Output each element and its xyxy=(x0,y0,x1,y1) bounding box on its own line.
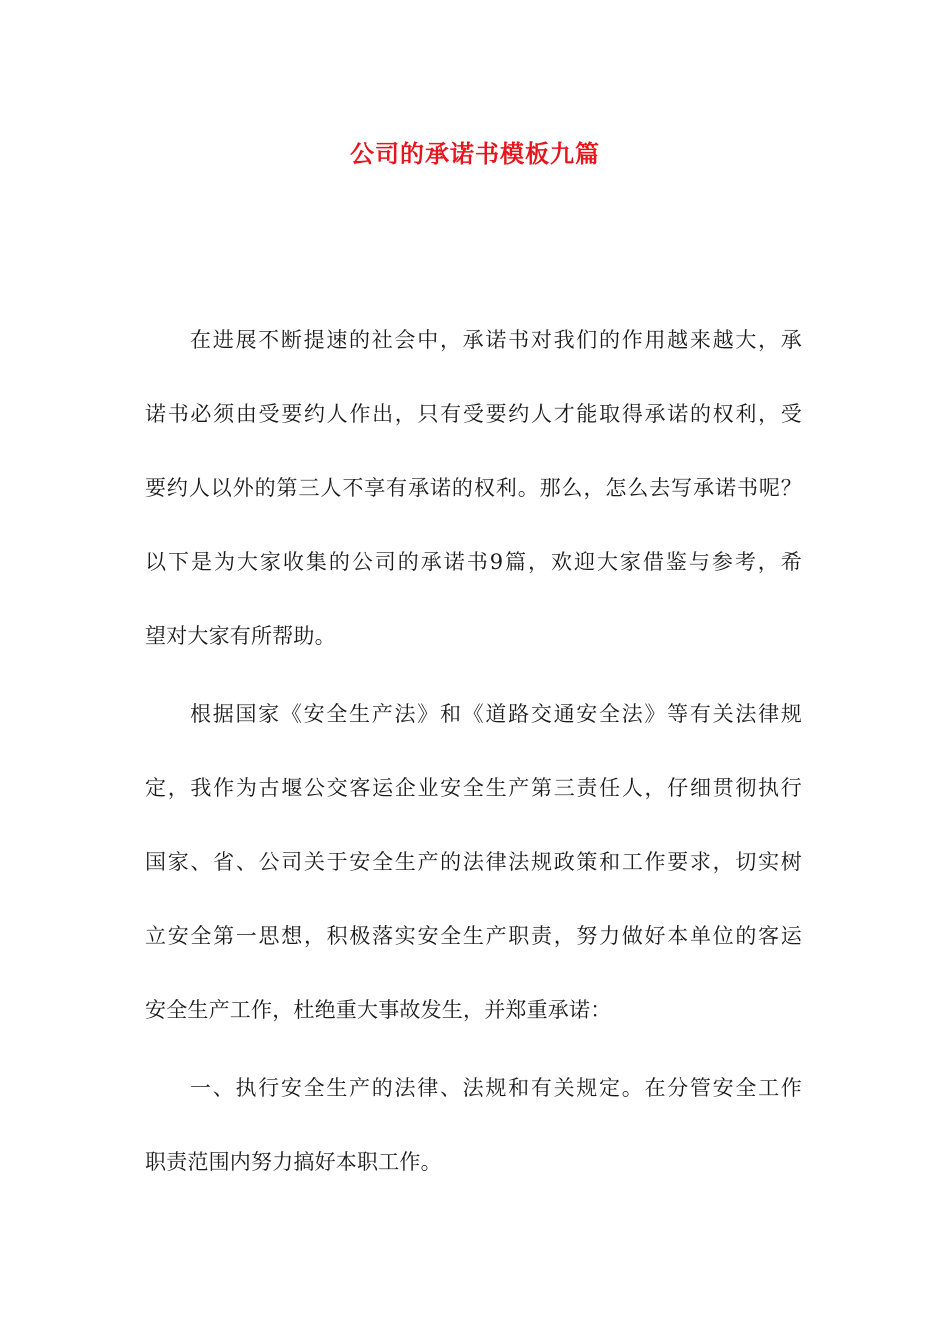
paragraph-2-line-5: 安全生产工作，杜绝重大事故发生，并郑重承诺： xyxy=(145,998,612,1022)
paragraph-2-line-3: 国家、省、公司关于安全生产的法律法规政策和工作要求，切实树 xyxy=(145,850,802,874)
paragraph-1-line-4: 以下是为大家收集的公司的承诺书9篇，欢迎大家借鉴与参考，希 xyxy=(145,550,802,574)
paragraph-1-line-1: 在进展不断提速的社会中，承诺书对我们的作用越来越大，承 xyxy=(190,328,802,352)
paragraph-2-line-1: 根据国家《安全生产法》和《道路交通安全法》等有关法律规 xyxy=(190,702,802,726)
paragraph-1-line-5: 望对大家有所帮助。 xyxy=(145,624,336,648)
paragraph-3-line-2: 职责范围内努力搞好本职工作。 xyxy=(145,1150,442,1174)
paragraph-1-line-2: 诺书必须由受要约人作出，只有受要约人才能取得承诺的权利，受 xyxy=(145,402,802,426)
paragraph-2-line-4: 立安全第一思想，积极落实安全生产职责，努力做好本单位的客运 xyxy=(145,924,802,948)
paragraph-1-line-3: 要约人以外的第三人不享有承诺的权利。那么，怎么去写承诺书呢？ xyxy=(145,476,802,500)
paragraph-3-line-1: 一、执行安全生产的法律、法规和有关规定。在分管安全工作 xyxy=(190,1076,802,1100)
document-title: 公司的承诺书模板九篇 xyxy=(350,139,600,168)
paragraph-2-line-2: 定，我作为古堰公交客运企业安全生产第三责任人，仔细贯彻执行 xyxy=(145,776,802,800)
